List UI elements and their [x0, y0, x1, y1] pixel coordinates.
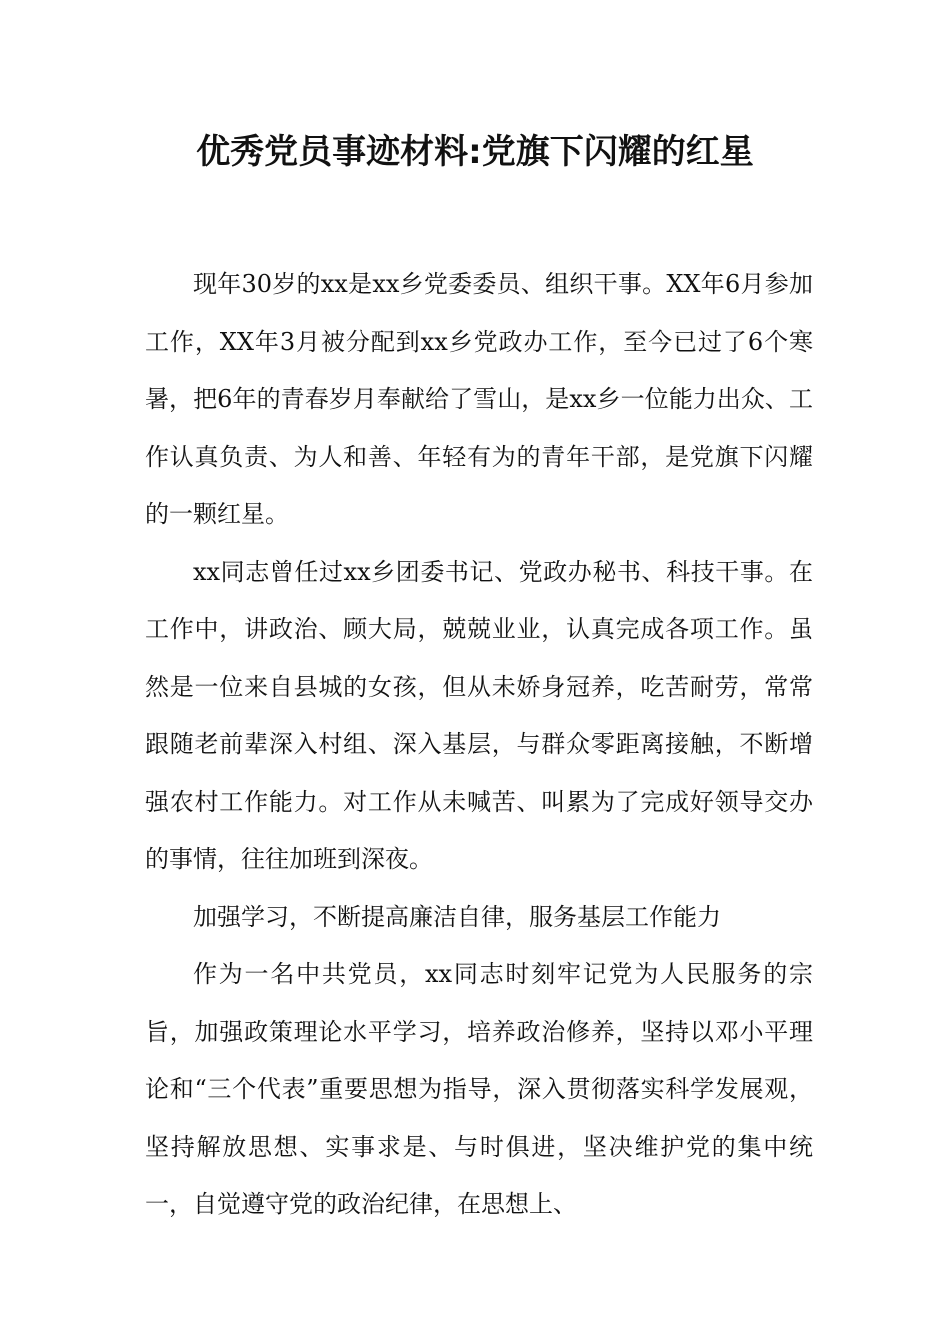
- paragraph-4: 作为一名中共党员，xx同志时刻牢记党为人民服务的宗旨，加强政策理论水平学习，培养政治修养，坚持以邓小平理论和“三个代表”重要思想为指导，深入贯彻落实科学发展观，坚持解放思想、实事求是、与时俱进，坚决维护党的集中统一，自觉遵守党的政治纪律，在思想上、: [145, 960, 813, 1218]
- paragraph-3-heading: 加强学习，不断提高廉洁自律，服务基层工作能力: [193, 902, 721, 931]
- document-body: [145, 256, 813, 1234]
- paragraph-2: xx同志曾任过xx乡团委书记、党政办秘书、科技干事。在工作中，讲政治、顾大局，兢兢业业，认真完成各项工作。虽然是一位来自县城的女孩，但从未娇身冠养，吃苦耐劳，常常跟随老前辈深入村组、深入基层，与群众零距离接触，不断增强农村工作能力。对工作从未喊苦、叫累为了完成好领导交办的事情，往往加班到深夜。: [145, 557, 813, 873]
- paragraph-1: 现年30岁的xx是xx乡党委委员、组织干事。XX年6月参加工作，XX年3月被分配到xx乡党政办工作，至今已过了6个寒暑，把6年的青春岁月奉献给了雪山，是xx乡一位能力出众、工作认真负责、为人和善、年轻有为的青年干部，是党旗下闪耀的一颗红星。: [145, 270, 813, 528]
- document-title: 优秀党员事迹材料:党旗下闪耀的红星: [196, 132, 754, 172]
